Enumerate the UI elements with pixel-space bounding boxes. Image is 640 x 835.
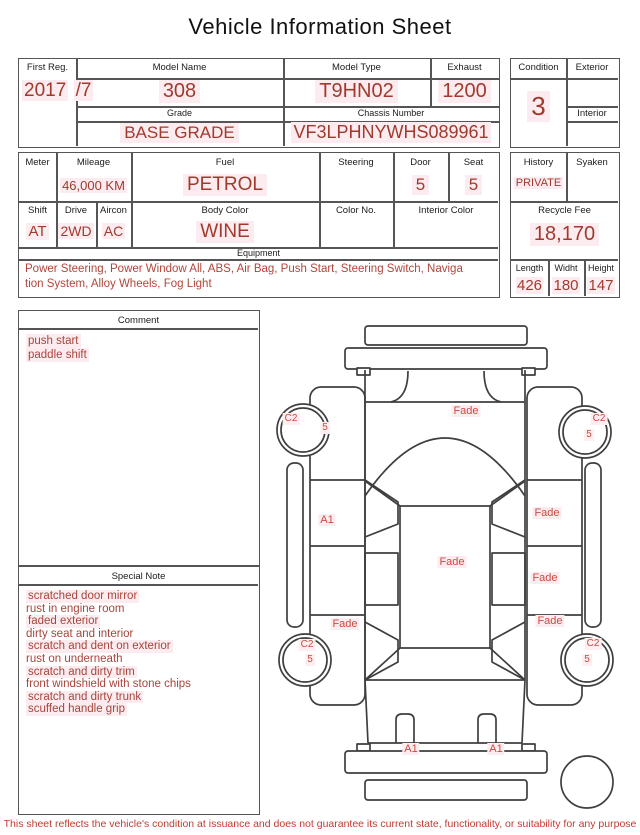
damage-mark-size-rear-left-wheel: 5	[307, 654, 313, 665]
equipment-value	[25, 262, 493, 292]
body-color-label: Body Color	[201, 205, 249, 216]
equipment-line: tion System, Alloy Wheels, Fog Light	[25, 278, 212, 290]
damage-mark-fade-right-front-door: Fade	[534, 507, 560, 519]
details-table	[18, 152, 500, 298]
damage-mark-a1-rear-bumper-right: A1	[489, 743, 503, 755]
special-note-box	[18, 566, 260, 815]
mileage-value: 46,000 KM	[62, 178, 125, 193]
grid-line	[511, 259, 618, 261]
rear-bumper	[345, 744, 547, 800]
meter-label: Meter	[25, 157, 50, 168]
special-note-line: scratched door mirror	[28, 590, 138, 602]
height-value: 147	[588, 277, 614, 294]
special-note-line: rust on underneath	[26, 652, 123, 665]
condition-value: 3	[511, 91, 566, 122]
grid-line	[511, 201, 618, 203]
damage-mark-c2-front-left-wheel: C2	[284, 413, 298, 424]
damage-mark-size-front-left-wheel: 5	[322, 422, 328, 433]
model-type-label: Model Type	[332, 62, 381, 73]
grid-line	[19, 584, 258, 586]
damage-mark-size-front-right-wheel: 5	[586, 429, 592, 440]
grade-value: BASE GRADE	[76, 123, 283, 143]
first-reg-value	[22, 80, 92, 101]
aircon-label: Aircon	[100, 205, 127, 216]
damage-mark-size-rear-right-wheel: 5	[584, 654, 590, 665]
recycle-fee-label: Recycle Fee	[538, 205, 591, 216]
damage-mark-a1-left-front-door: A1	[320, 514, 334, 526]
exterior-label: Exterior	[575, 62, 609, 73]
special-note-line: scratch and dirty trunk	[28, 690, 142, 703]
width-value: 180	[553, 277, 579, 294]
wheels	[277, 404, 613, 686]
model-name-value: 308	[76, 80, 283, 103]
height-label: Height	[587, 263, 614, 273]
history-fee-box	[510, 152, 620, 298]
length-label: Length	[515, 263, 544, 273]
model-type-value: T9HN02	[283, 80, 430, 103]
interior-label: Interior	[577, 108, 607, 119]
interior-color-label: Interior Color	[418, 205, 474, 216]
chassis-number-value: VF3LPHNYWHS089961	[293, 122, 489, 142]
side-panels	[310, 387, 582, 705]
color-no-label: Color No.	[335, 205, 377, 216]
special-note-line: faded exterior	[28, 615, 99, 628]
model-name-label: Model Name	[152, 62, 207, 73]
damage-mark-fade-hood: Fade	[453, 405, 479, 417]
shift-value: AT	[28, 223, 47, 240]
special-note-line: rust in engine room	[26, 602, 125, 615]
drive-label: Drive	[64, 205, 88, 216]
seat-label: Seat	[463, 157, 484, 168]
equipment-line: Power Steering, Power Window All, ABS, Air Bag, Push Start, Steering Switch, Naviga	[25, 263, 463, 275]
fuel-value: PETROL	[131, 174, 319, 196]
mileage-label: Mileage	[76, 157, 111, 168]
first-reg-label: First Reg.	[26, 62, 69, 73]
first-reg-month: /7	[75, 80, 92, 101]
history-label: History	[523, 157, 554, 168]
special-note-line: scuffed handle grip	[28, 703, 125, 716]
damage-mark-a1-rear-bumper-left: A1	[404, 743, 418, 755]
door-value: 5	[393, 175, 448, 195]
condition-label: Condition	[518, 62, 559, 73]
special-note-line: scratch and dirty trim	[28, 665, 135, 678]
special-note-line: dirty seat and interior	[26, 627, 134, 640]
comment-line: paddle shift	[28, 349, 87, 361]
comment-label: Comment	[117, 315, 160, 326]
width-label: Widht	[554, 263, 578, 273]
side-sills	[287, 463, 601, 627]
damage-mark-c2-front-right-wheel: C2	[592, 413, 606, 424]
main-info-table	[18, 58, 500, 148]
car-damage-diagram	[270, 310, 640, 810]
special-note-label: Special Note	[111, 571, 166, 582]
exhaust-label: Exhaust	[447, 62, 482, 73]
comment-lines	[26, 334, 89, 362]
drive-value: 2WD	[60, 223, 92, 239]
special-note-lines	[26, 590, 191, 716]
body-color-value: WINE	[131, 221, 319, 243]
history-value: PRIVATE	[515, 177, 562, 189]
front-bumper	[345, 326, 547, 375]
aircon-value: AC	[103, 223, 124, 239]
special-note-line: scratch and dent on exterior	[28, 640, 171, 653]
fuel-label: Fuel	[215, 157, 235, 168]
comment-line: push start	[28, 335, 79, 347]
damage-mark-fade-right-rear-door: Fade	[532, 572, 558, 584]
length-value: 426	[516, 277, 543, 294]
equipment-label: Equipment	[236, 248, 281, 258]
grid-line	[511, 78, 618, 80]
grid-line	[566, 121, 618, 123]
shift-label: Shift	[27, 205, 47, 216]
door-label: Door	[410, 157, 431, 168]
damage-mark-fade-right-quarter: Fade	[537, 615, 563, 627]
special-note-line: front windshield with stone chips	[26, 678, 191, 691]
page-title: Vehicle Information Sheet	[188, 14, 452, 39]
condition-box	[510, 58, 620, 148]
damage-mark-fade-roof: Fade	[439, 556, 465, 568]
chassis-number-label: Chassis Number	[357, 108, 425, 118]
exhaust-value: 1200	[430, 80, 499, 103]
spare-tire	[561, 756, 613, 808]
damage-mark-fade-left-quarter: Fade	[332, 618, 358, 630]
disclaimer-text: This sheet reflects the vehicle's condition at issuance and does not guarantee its current state, functionality, or suitability for any purpose	[3, 818, 637, 830]
grid-line	[19, 259, 498, 261]
recycle-fee-value: 18,170	[511, 223, 618, 246]
grid-line	[19, 201, 498, 203]
grid-line	[19, 328, 258, 330]
syaken-label: Syaken	[576, 157, 608, 168]
damage-mark-c2-rear-right-wheel: C2	[586, 638, 600, 649]
first-reg-year: 2017	[24, 80, 67, 101]
comment-box	[18, 310, 260, 566]
seat-value: 5	[448, 175, 499, 195]
damage-mark-c2-rear-left-wheel: C2	[300, 639, 314, 650]
steering-label: Steering	[338, 157, 374, 168]
grade-label: Grade	[166, 108, 192, 118]
